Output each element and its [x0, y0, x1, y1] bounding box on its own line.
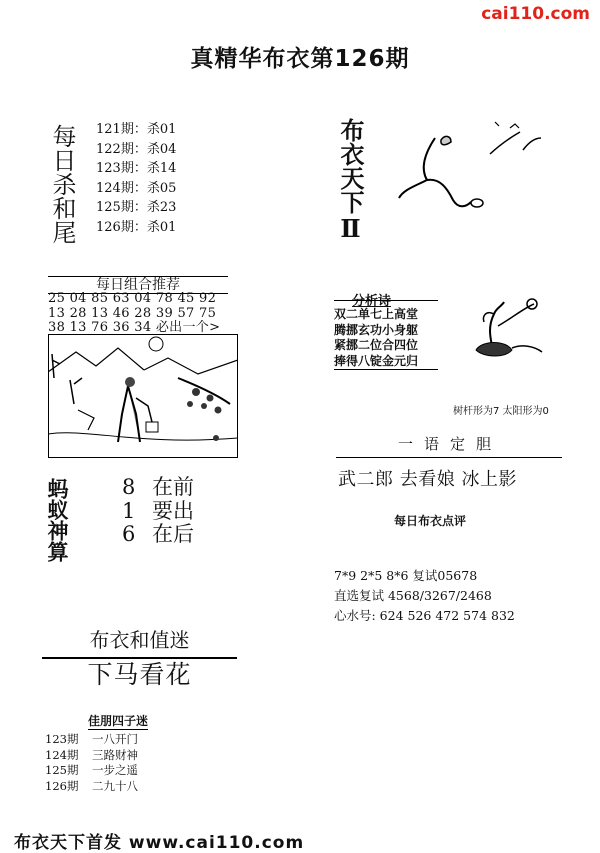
buyi-riddle-answer: 下马看花 [87, 660, 192, 689]
four-char-header: 佳朋四子迷 [88, 714, 149, 728]
dianping-numbers [334, 566, 515, 626]
poem-box [334, 300, 438, 370]
combo-header: 每日组合推荐 [48, 276, 228, 294]
combo-row: 13 28 13 46 28 39 57 75 [48, 305, 217, 321]
mayi-list [122, 476, 194, 547]
poem-line: 双二单七上高堂 [334, 307, 419, 321]
list-item: 125期：杀23 [96, 200, 177, 216]
buyi-tianxia-label: 布衣天下Ⅱ [336, 118, 365, 243]
list-item: 125期 一步之遥 [45, 763, 138, 778]
poem-line: 紧挪二位合四位 [334, 338, 419, 352]
dianping-line: 7*9 2*5 8*6 复试05678 [334, 568, 478, 583]
list-item: 121期：杀01 [96, 122, 177, 137]
list-item: 124期：杀05 [96, 180, 177, 196]
combo-rows [48, 292, 220, 336]
list-item: 124期 三路财神 [45, 747, 138, 762]
daily-kill-list [96, 120, 176, 238]
page-title: 真精华布衣第126期 [190, 46, 410, 72]
poem-line: 腾挪玄功小身躯 [334, 322, 419, 337]
buyi-riddle-title: 布衣和值迷 [42, 624, 237, 659]
list-item: 122期：杀04 [96, 141, 177, 157]
combo-row: 38 13 76 36 34 必出一个> [48, 320, 221, 335]
list-item: 126期 二九十八 [45, 778, 138, 793]
bonsai-illustration [462, 296, 552, 366]
poem-header: 分析诗 [352, 294, 392, 309]
four-char-list [45, 732, 138, 794]
yiyu-text: 武二郎 去看娘 冰上影 [338, 469, 517, 490]
mayi-label: 蚂蚁神算 [45, 478, 70, 562]
divider [336, 457, 562, 458]
list-item: 8 在前 [122, 475, 194, 499]
list-item: 1 要出 [122, 498, 194, 523]
list-item: 123期 一八开门 [45, 732, 138, 746]
list-item: 126期：杀01 [96, 219, 177, 235]
yiyu-header: 一语定胆 [397, 435, 502, 453]
calligraphy-sketch [395, 118, 565, 218]
daily-kill-label: 每日杀和尾 [48, 124, 76, 244]
dianping-line: 直选复试 4568/3267/2468 [334, 588, 492, 603]
landscape-illustration [48, 334, 238, 458]
poem-line: 捧得八锭金元归 [334, 353, 419, 368]
footer-link[interactable]: 布衣天下首发 www.cai110.com [14, 833, 305, 853]
list-item: 123期：杀14 [96, 161, 177, 177]
brand-logo[interactable]: cai110.com [481, 4, 590, 24]
poem-caption: 树杆形为7 太阳形为0 [453, 406, 549, 417]
dianping-header: 每日布衣点评 [394, 514, 467, 528]
dianping-line: 心水号: 624 526 472 574 832 [334, 608, 515, 623]
list-item: 6 在后 [122, 522, 194, 546]
combo-row: 25 04 85 63 04 78 45 92 [48, 291, 217, 306]
